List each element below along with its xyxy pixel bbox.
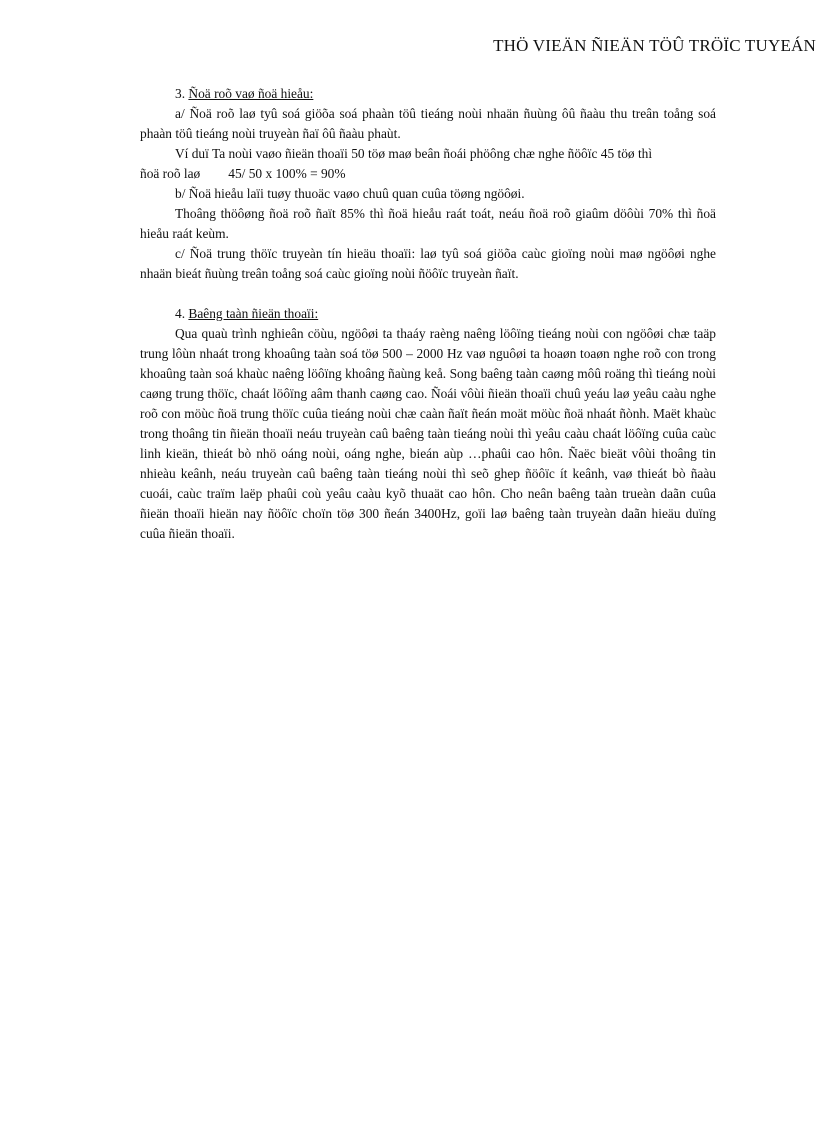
section-3-number: 3. (175, 86, 186, 101)
example-formula-line (140, 164, 716, 184)
section-3b-detail: Thoâng thöôøng ñoä roõ ñaït 85% thì ñoä hieåu raát toát, neáu ñoä roõ giaûm döôùi 70% thì ñoä hieåu raát keùm. (140, 206, 716, 241)
section-3-title: Ñoä roõ vaø ñoä hieåu: (188, 86, 314, 101)
section-3a-paragraph: a/ Ñoä roõ laø tyû soá giöõa soá phaàn töû tieáng noùi nhaän ñuùng ôû ñaàu thu treân toång soá phaàn töû tieáng noùi truyeàn ñaï ôû ñaàu phaùt. (140, 106, 716, 141)
document-body (140, 84, 716, 544)
example-lhs: ñoä roõ laø (140, 166, 201, 181)
section-3b-paragraph: b/ Ñoä hieåu laïi tuøy thuoäc vaøo chuû quan cuûa töøng ngöôøi. (175, 186, 525, 201)
section-3c-paragraph: c/ Ñoä trung thöïc truyeàn tín hieäu thoaïi: laø tyû soá giöõa caùc gioïng noùi maø ngöôøi nghe nhaän bieát ñuùng treân toång soá caùc gioïng noùi ñöôïc truyeàn ñaït. (140, 246, 716, 281)
section-4-title: Baêng taàn ñieän thoaïi: (188, 306, 319, 321)
example-formula: 45/ 50 x 100% = 90% (228, 166, 346, 181)
page-header: THÖ VIEÄN ÑIEÄN TÖÛ TRÖÏC TUYEÁN (493, 36, 816, 55)
section-4-number: 4. (175, 306, 186, 321)
example-paragraph: Ví duï Ta noùi vaøo ñieän thoaïi 50 töø maø beân ñoái phöông chæ nghe ñöôïc 45 töø thì (175, 146, 653, 161)
section-3-heading (140, 84, 716, 104)
section-4-heading (140, 304, 716, 324)
section-4-body: Qua quaù trình nghieân cöùu, ngöôøi ta thaáy raèng naêng löôïng tieáng noùi con ngöôøi chæ taäp trung lôùn nhaát trong khoaûng taàn soá töø 500 – 2000 Hz vaø nguôøi ta hoaøn toaøn nghe roõ con trong khoaûng taàn soá khaùc naêng löôïng khoâng ñaùng keå. Song baêng taàn caøng môû roäng thì tieáng noùi caøng trung thöïc, chaát löôïng aâm thanh caøng cao. Ñoái vôùi ñieän thoaïi chuû yeáu laø yeâu caàu nghe roõ con möùc ñoä trung thöïc cuûa tieáng noùi chæ caàn ñaït ñeán moät möùc ñoä nhaát ñònh. Maët khaùc trong thoâng tin ñieän thoaïi neáu truyeàn caû baêng taàn tieáng noùi thì yeâu caàu chaát löôïng cuûa caùc linh kieän, thieát bò nhö oáng noùi, oáng nghe, bieán aùp …phaûi cao hôn. Ñaëc bieät vôùi thoâng tin nhieàu keânh, neáu truyeàn caû baêng taàn tieáng noùi thì seõ ghep ñöôïc ít keânh, vaø thieát bò ñaàu cuoái, caùc traïm laëp phaûi coù yeâu caàu kyõ thuaät cao hôn. Cho neân baêng taàn trueàn daãn cuûa ñieän thoaïi hieän nay ñöôïc choïn töø 300 ñeán 3400Hz, goïi laø baêng taàn truyeàn daãn hieäu duïng cuûa ñieän thoaïi. (140, 326, 716, 541)
